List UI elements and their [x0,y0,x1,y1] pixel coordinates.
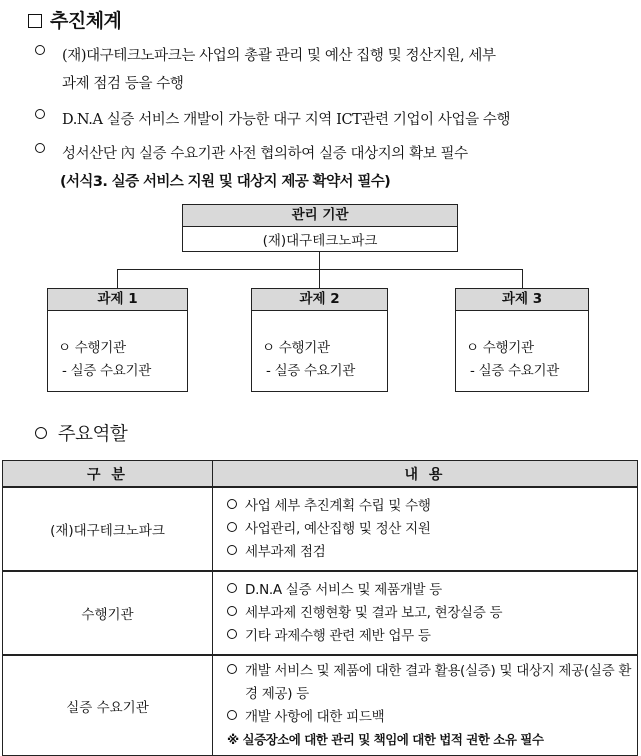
bullet-circle-icon [227,499,237,509]
task-item-performer: ㅇ 수행기관 [58,340,126,356]
task-title: 과제 3 [456,289,588,311]
bullet-circle-icon [227,545,237,555]
row-content [213,571,638,655]
list-item: 세부과제 진행현황 및 결과 보고, 현장실증 등 [227,602,637,625]
bullet-circle-icon [227,664,237,674]
table-header-row [3,461,638,488]
connector-task-3 [522,269,523,288]
roles-table [2,460,638,756]
row-category: 수행기관 [3,571,213,655]
bullet-circle-icon [227,629,237,639]
section-heading [28,6,121,33]
connector-vertical [319,252,320,270]
bullet-circle-icon [227,583,237,593]
checkbox-square-icon [28,14,42,28]
bullet-circle-icon [227,710,237,720]
bullet-circle-icon [35,45,45,55]
row-note: ※ 실증장소에 대한 관리 및 책임에 대한 법적 권한 소유 필수 [227,732,544,747]
bullet-circle-icon [35,143,45,153]
connector-task-2 [319,269,320,288]
row-category: (재)대구테크노파크 [3,487,213,571]
task-title: 과제 2 [252,289,387,311]
header-category: 구 분 [3,461,213,488]
row-content [213,487,638,571]
bullet-marker [35,44,53,60]
connector-task-1 [117,269,118,288]
list-item: 사업 세부 추진계획 수립 및 수행 [227,495,637,518]
bullet-marker [35,108,53,124]
org-top-title: 관리 기관 [183,205,457,227]
bold-note: (서식3. 실증 서비스 지원 및 대상지 제공 확약서 필수) [60,174,391,190]
task-item-demand: - 실증 수요기관 [62,363,151,379]
header-content: 내 용 [213,461,638,488]
org-top-name: (재)대구테크노파크 [262,233,378,249]
list-item: 기타 과제수행 관련 제반 업무 등 [227,625,637,648]
bullet-circle-icon [35,427,47,439]
table-row [3,655,638,756]
bullet-circle-icon [227,522,237,532]
table-row [3,571,638,655]
row-category: 실증 수요기관 [3,655,213,756]
list-item: 개발 사항에 대한 피드백 [227,706,637,729]
task-item-performer: ㅇ 수행기관 [466,340,534,356]
bullet-1-line1: (재)대구테크노파크는 사업의 총괄 관리 및 예산 집행 및 정산지원, 세부 [62,48,496,64]
row-content [213,655,638,756]
list-item: 사업관리, 예산집행 및 정산 지원 [227,518,637,541]
list-item: 개발 서비스 및 제품에 대한 결과 활용(실증) 및 대상지 제공(실증 환경 제공) 등 [227,660,637,706]
list-item: D.N.A 실증 서비스 및 제품개발 등 [227,579,637,602]
bullet-3-line1: 성서산단 內 실증 수요기관 사전 협의하여 실증 대상지의 확보 필수 [62,146,468,162]
roles-title-text: 주요역할 [57,424,128,445]
task-item-demand: - 실증 수요기관 [266,363,355,379]
list-item: 세부과제 점검 [227,541,637,564]
org-top-box [182,204,458,252]
task-item-performer: ㅇ 수행기관 [262,340,330,356]
bullet-marker [35,142,53,158]
task-item-demand: - 실증 수요기관 [470,363,559,379]
bullet-circle-icon [227,606,237,616]
roles-title [35,420,127,446]
bullet-1-line2: 과제 점검 등을 수행 [62,76,184,92]
task-title: 과제 1 [48,289,187,311]
table-row [3,487,638,571]
bullet-2-line1: D.N.A 실증 서비스 개발이 가능한 대구 지역 ICT관련 기업이 사업을 수행 [62,112,511,128]
bullet-circle-icon [35,109,45,119]
connector-horizontal [117,269,523,270]
section-title: 추진체계 [50,10,122,32]
